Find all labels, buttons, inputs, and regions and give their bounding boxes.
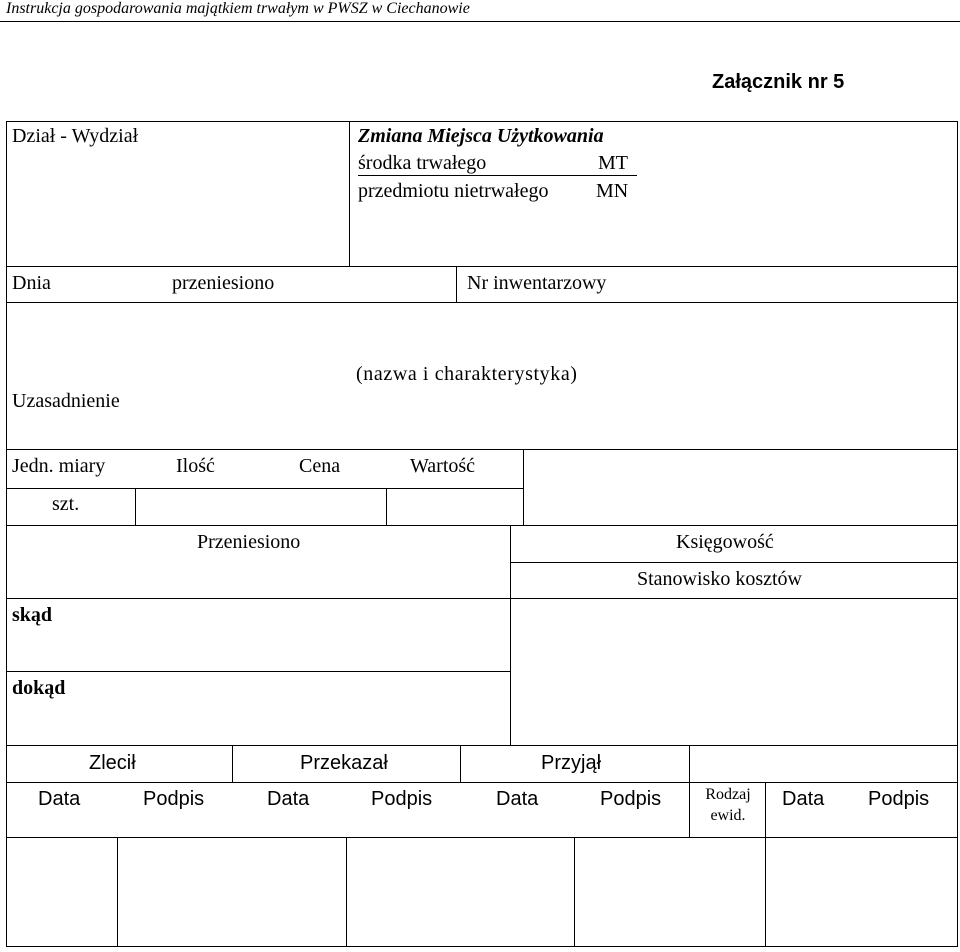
unit-value: szt. bbox=[52, 493, 80, 515]
handed-over-label: Przekazał bbox=[300, 752, 388, 774]
form-title: Zmiana Miejsca Użytkowania bbox=[358, 125, 604, 147]
col-signature-2: Podpis bbox=[371, 788, 433, 810]
received-label: Przyjął bbox=[541, 752, 602, 774]
inventory-number-label: Nr inwentarzowy bbox=[467, 272, 607, 294]
col-signature-1: Podpis bbox=[143, 788, 205, 810]
document-title: Instrukcja gospodarowania majątkiem trwałym w PWSZ w Ciechanowie bbox=[6, 0, 470, 17]
to-label: dokąd bbox=[12, 677, 66, 699]
justification-label: Uzasadnienie bbox=[12, 390, 120, 412]
cost-center-label: Stanowisko kosztów bbox=[637, 568, 802, 590]
price-label: Cena bbox=[299, 455, 341, 477]
col-date-1: Data bbox=[38, 788, 81, 810]
header-rule bbox=[0, 21, 960, 22]
col-record-type: Rodzaj ewid. bbox=[705, 786, 751, 824]
ordered-label: Zlecił bbox=[89, 752, 136, 774]
fixed-asset-code: MT bbox=[598, 152, 628, 174]
name-hint: (nazwa i charakterystyka) bbox=[356, 363, 578, 385]
transferred-header: Przeniesiono bbox=[197, 531, 301, 553]
fixed-asset-underline bbox=[358, 175, 637, 176]
quantity-label: Ilość bbox=[176, 455, 215, 477]
col-signature-4: Podpis bbox=[868, 788, 930, 810]
transferred-label: przeniesiono bbox=[172, 272, 275, 294]
attachment-label: Załącznik nr 5 bbox=[712, 71, 845, 93]
non-fixed-asset-code: MN bbox=[596, 180, 629, 202]
col-date-2: Data bbox=[267, 788, 310, 810]
col-date-3: Data bbox=[496, 788, 539, 810]
col-signature-3: Podpis bbox=[600, 788, 662, 810]
fixed-asset-label: środka trwałego bbox=[358, 152, 487, 174]
accounting-header: Księgowość bbox=[676, 531, 774, 553]
department-label: Dział - Wydział bbox=[12, 125, 139, 147]
col-date-4: Data bbox=[782, 788, 825, 810]
date-label: Dnia bbox=[12, 272, 51, 294]
from-label: skąd bbox=[12, 604, 53, 626]
unit-label: Jedn. miary bbox=[12, 455, 106, 477]
non-fixed-asset-label: przedmiotu nietrwałego bbox=[358, 180, 549, 202]
value-label: Wartość bbox=[410, 455, 476, 477]
